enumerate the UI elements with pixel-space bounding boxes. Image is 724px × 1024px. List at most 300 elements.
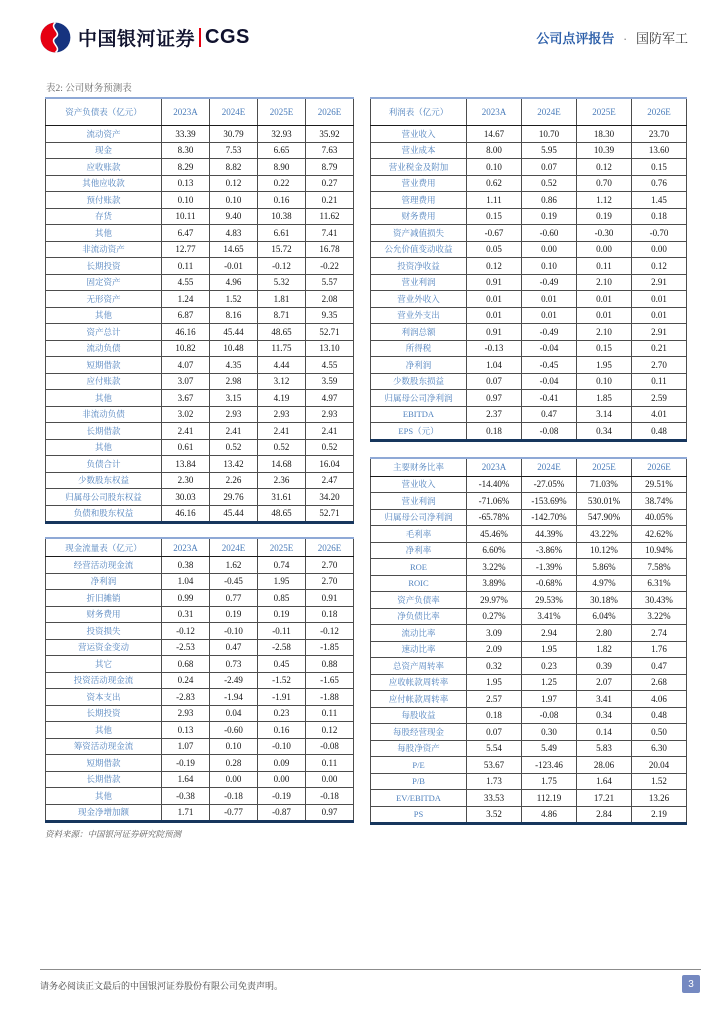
value-cell: 2.70 <box>306 573 354 590</box>
value-cell: 0.23 <box>258 705 306 722</box>
value-cell: -0.19 <box>162 755 210 772</box>
value-cell: 2.93 <box>258 406 306 423</box>
report-info <box>536 28 688 47</box>
value-cell: -0.38 <box>162 788 210 805</box>
table-row <box>46 472 354 489</box>
table-row <box>371 559 687 576</box>
value-cell: 0.39 <box>577 658 632 675</box>
value-cell: 4.01 <box>632 406 687 423</box>
value-cell: 10.94% <box>632 542 687 559</box>
table-row <box>46 175 354 192</box>
value-cell: 0.16 <box>258 722 306 739</box>
value-cell: 0.52 <box>306 439 354 456</box>
table-gap <box>370 442 686 457</box>
cash-flow-table <box>45 537 354 823</box>
row-label: 其他 <box>46 390 162 407</box>
value-cell: -2.49 <box>210 672 258 689</box>
value-cell: 7.53 <box>210 142 258 159</box>
value-cell: 45.44 <box>210 324 258 341</box>
value-cell: 2.07 <box>577 674 632 691</box>
value-cell: 0.00 <box>577 241 632 258</box>
value-cell: 0.47 <box>210 639 258 656</box>
value-cell: 48.65 <box>258 324 306 341</box>
table-row <box>46 307 354 324</box>
logo-text-en: CGS <box>205 26 250 48</box>
table-row <box>46 804 354 822</box>
footer-divider <box>40 969 701 970</box>
value-cell: 13.26 <box>632 790 687 807</box>
table-row <box>371 674 687 691</box>
row-label: 营业外收入 <box>371 291 467 308</box>
table-row <box>46 373 354 390</box>
row-label: 营业成本 <box>371 142 467 159</box>
value-cell: 40.05% <box>632 509 687 526</box>
table-row <box>371 175 687 192</box>
value-cell: 43.22% <box>577 526 632 543</box>
table-row <box>46 505 354 523</box>
column-header: 2024E <box>522 98 577 126</box>
value-cell: 18.30 <box>577 126 632 143</box>
value-cell: 0.12 <box>306 722 354 739</box>
table-row <box>371 291 687 308</box>
value-cell: 4.06 <box>632 691 687 708</box>
value-cell: 0.21 <box>306 192 354 209</box>
value-cell: 1.95 <box>258 573 306 590</box>
value-cell: 2.30 <box>162 472 210 489</box>
value-cell: 112.19 <box>522 790 577 807</box>
row-label: 所得税 <box>371 340 467 357</box>
value-cell: 0.04 <box>210 705 258 722</box>
value-cell: 5.95 <box>522 142 577 159</box>
table-row <box>46 590 354 607</box>
table-row <box>46 126 354 143</box>
value-cell: 52.71 <box>306 505 354 523</box>
value-cell: 3.12 <box>258 373 306 390</box>
income-statement-table <box>370 97 687 442</box>
value-cell: 1.24 <box>162 291 210 308</box>
value-cell: -3.86% <box>522 542 577 559</box>
value-cell: 0.52 <box>210 439 258 456</box>
value-cell: 0.18 <box>467 423 522 441</box>
value-cell: 42.62% <box>632 526 687 543</box>
value-cell: 0.12 <box>467 258 522 275</box>
column-header: 2024E <box>522 458 577 477</box>
galaxy-logo <box>40 22 250 53</box>
table-row <box>46 639 354 656</box>
value-cell: 1.04 <box>162 573 210 590</box>
table-row <box>46 406 354 423</box>
table-row <box>371 126 687 143</box>
value-cell: 29.53% <box>522 592 577 609</box>
row-label: 其他 <box>46 439 162 456</box>
value-cell: 4.55 <box>162 274 210 291</box>
value-cell: -65.78% <box>467 509 522 526</box>
row-label: 其他应收款 <box>46 175 162 192</box>
row-label: P/B <box>371 773 467 790</box>
table-row <box>46 573 354 590</box>
value-cell: 3.22% <box>632 608 687 625</box>
value-cell: 1.97 <box>522 691 577 708</box>
table-row <box>46 241 354 258</box>
value-cell: 6.87 <box>162 307 210 324</box>
column-header: 2026E <box>306 538 354 557</box>
row-label: 营运资金变动 <box>46 639 162 656</box>
value-cell: -0.77 <box>210 804 258 822</box>
value-cell: -0.41 <box>522 390 577 407</box>
value-cell: 2.41 <box>306 423 354 440</box>
value-cell: 2.59 <box>632 390 687 407</box>
left-table-column <box>45 97 353 840</box>
value-cell: 0.10 <box>577 373 632 390</box>
value-cell: 6.65 <box>258 142 306 159</box>
value-cell: 0.16 <box>258 192 306 209</box>
value-cell: 0.19 <box>258 606 306 623</box>
value-cell: 48.65 <box>258 505 306 523</box>
value-cell: 5.86% <box>577 559 632 576</box>
column-header: 2024E <box>210 538 258 557</box>
value-cell: 0.00 <box>210 771 258 788</box>
value-cell: 2.41 <box>210 423 258 440</box>
value-cell: 0.15 <box>577 340 632 357</box>
row-label: 非流动负债 <box>46 406 162 423</box>
table-row <box>371 608 687 625</box>
value-cell: -1.88 <box>306 689 354 706</box>
table-row <box>46 623 354 640</box>
value-cell: -0.13 <box>467 340 522 357</box>
row-label: 总资产周转率 <box>371 658 467 675</box>
value-cell: 13.60 <box>632 142 687 159</box>
value-cell: 0.13 <box>162 722 210 739</box>
value-cell: 0.45 <box>258 656 306 673</box>
row-label: 营业外支出 <box>371 307 467 324</box>
value-cell: 1.45 <box>632 192 687 209</box>
value-cell: 10.11 <box>162 208 210 225</box>
value-cell: 2.93 <box>162 705 210 722</box>
row-label: 资产减值损失 <box>371 225 467 242</box>
value-cell: 1.95 <box>577 357 632 374</box>
value-cell: 2.91 <box>632 274 687 291</box>
value-cell: 46.16 <box>162 505 210 523</box>
table-row <box>371 740 687 757</box>
row-label: 资本支出 <box>46 689 162 706</box>
value-cell: -0.22 <box>306 258 354 275</box>
row-label: EBITDA <box>371 406 467 423</box>
value-cell: 1.11 <box>467 192 522 209</box>
value-cell: 0.97 <box>306 804 354 822</box>
value-cell: -0.18 <box>306 788 354 805</box>
value-cell: 4.35 <box>210 357 258 374</box>
value-cell: 0.05 <box>467 241 522 258</box>
value-cell: 0.61 <box>162 439 210 456</box>
value-cell: 2.74 <box>632 625 687 642</box>
value-cell: 3.14 <box>577 406 632 423</box>
value-cell: 0.52 <box>258 439 306 456</box>
value-cell: 28.06 <box>577 757 632 774</box>
row-label: 财务费用 <box>371 208 467 225</box>
value-cell: 33.53 <box>467 790 522 807</box>
value-cell: -0.04 <box>522 373 577 390</box>
value-cell: 0.27% <box>467 608 522 625</box>
value-cell: 0.01 <box>467 291 522 308</box>
row-label: 净利润 <box>46 573 162 590</box>
value-cell: -0.08 <box>306 738 354 755</box>
value-cell: -2.83 <box>162 689 210 706</box>
value-cell: -0.60 <box>210 722 258 739</box>
value-cell: 3.59 <box>306 373 354 390</box>
value-cell: 15.72 <box>258 241 306 258</box>
row-label: PS <box>371 806 467 824</box>
value-cell: 5.54 <box>467 740 522 757</box>
value-cell: 0.30 <box>522 724 577 741</box>
value-cell: 2.10 <box>577 274 632 291</box>
value-cell: 0.01 <box>467 307 522 324</box>
value-cell: 2.47 <box>306 472 354 489</box>
row-label: 营业收入 <box>371 476 467 493</box>
value-cell: -153.69% <box>522 493 577 510</box>
row-label: 资产负债率 <box>371 592 467 609</box>
row-label: 应收账款 <box>46 159 162 176</box>
value-cell: -0.08 <box>522 707 577 724</box>
value-cell: -0.08 <box>522 423 577 441</box>
value-cell: 0.10 <box>522 258 577 275</box>
value-cell: 46.16 <box>162 324 210 341</box>
value-cell: -0.10 <box>210 623 258 640</box>
table-row <box>46 771 354 788</box>
value-cell: 2.94 <box>522 625 577 642</box>
value-cell: 11.62 <box>306 208 354 225</box>
table-row <box>371 757 687 774</box>
value-cell: 0.18 <box>632 208 687 225</box>
value-cell: -0.49 <box>522 274 577 291</box>
row-label: 其他 <box>46 307 162 324</box>
value-cell: 20.04 <box>632 757 687 774</box>
row-label: 投资损失 <box>46 623 162 640</box>
row-label: 流动资产 <box>46 126 162 143</box>
row-label: 存货 <box>46 208 162 225</box>
value-cell: 32.93 <box>258 126 306 143</box>
value-cell: -1.91 <box>258 689 306 706</box>
value-cell: 0.23 <box>522 658 577 675</box>
value-cell: 10.38 <box>258 208 306 225</box>
table-row <box>371 592 687 609</box>
table-row <box>46 656 354 673</box>
value-cell: -0.87 <box>258 804 306 822</box>
value-cell: 2.91 <box>632 324 687 341</box>
value-cell: -0.04 <box>522 340 577 357</box>
value-cell: 7.63 <box>306 142 354 159</box>
value-cell: 0.91 <box>467 324 522 341</box>
row-label: 短期借款 <box>46 755 162 772</box>
table-header-row <box>371 98 687 126</box>
row-label: 投资活动现金流 <box>46 672 162 689</box>
value-cell: -0.11 <box>258 623 306 640</box>
financial-ratios-table <box>370 457 687 826</box>
row-label: 应收帐款周转率 <box>371 674 467 691</box>
value-cell: 0.52 <box>522 175 577 192</box>
row-label: 其他 <box>46 788 162 805</box>
row-label: EPS（元） <box>371 423 467 441</box>
value-cell: -0.68% <box>522 575 577 592</box>
table-row <box>46 705 354 722</box>
value-cell: 33.39 <box>162 126 210 143</box>
row-label: 应付账款 <box>46 373 162 390</box>
value-cell: -2.58 <box>258 639 306 656</box>
table-row <box>371 208 687 225</box>
row-label: 营业利润 <box>371 493 467 510</box>
table-row <box>46 324 354 341</box>
value-cell: 9.35 <box>306 307 354 324</box>
row-label: 营业利润 <box>371 274 467 291</box>
value-cell: 1.07 <box>162 738 210 755</box>
value-cell: 0.11 <box>632 373 687 390</box>
value-cell: 1.04 <box>467 357 522 374</box>
value-cell: 0.10 <box>467 159 522 176</box>
table-row <box>46 208 354 225</box>
value-cell: 0.86 <box>522 192 577 209</box>
value-cell: 44.39% <box>522 526 577 543</box>
value-cell: 2.41 <box>258 423 306 440</box>
footer-disclaimer: 请务必阅读正文最后的中国银河证券股份有限公司免责声明。 <box>40 981 284 991</box>
table-row <box>371 423 687 441</box>
column-header: 2023A <box>162 538 210 557</box>
value-cell: 2.36 <box>258 472 306 489</box>
row-label: 每股收益 <box>371 707 467 724</box>
value-cell: 3.67 <box>162 390 210 407</box>
value-cell: 0.48 <box>632 707 687 724</box>
value-cell: 0.01 <box>577 307 632 324</box>
table-row <box>371 509 687 526</box>
value-cell: 0.12 <box>632 258 687 275</box>
value-cell: 0.11 <box>306 755 354 772</box>
value-cell: -2.53 <box>162 639 210 656</box>
value-cell: 10.82 <box>162 340 210 357</box>
value-cell: -14.40% <box>467 476 522 493</box>
value-cell: 11.75 <box>258 340 306 357</box>
value-cell: 16.04 <box>306 456 354 473</box>
table-row <box>371 390 687 407</box>
value-cell: -0.70 <box>632 225 687 242</box>
row-label: 现金 <box>46 142 162 159</box>
table-row <box>371 575 687 592</box>
value-cell: 2.70 <box>306 557 354 574</box>
value-cell: 2.08 <box>306 291 354 308</box>
value-cell: 1.75 <box>522 773 577 790</box>
value-cell: 4.19 <box>258 390 306 407</box>
value-cell: 2.68 <box>632 674 687 691</box>
value-cell: -0.12 <box>258 258 306 275</box>
table-row <box>46 439 354 456</box>
table-row <box>46 606 354 623</box>
value-cell: 0.10 <box>210 192 258 209</box>
column-header: 2026E <box>632 458 687 477</box>
row-label: 折旧摊销 <box>46 590 162 607</box>
value-cell: 13.42 <box>210 456 258 473</box>
value-cell: 0.27 <box>306 175 354 192</box>
value-cell: 8.71 <box>258 307 306 324</box>
table-row <box>371 542 687 559</box>
value-cell: 1.71 <box>162 804 210 822</box>
value-cell: 547.90% <box>577 509 632 526</box>
table-row <box>371 406 687 423</box>
value-cell: 7.58% <box>632 559 687 576</box>
value-cell: -1.65 <box>306 672 354 689</box>
value-cell: 2.09 <box>467 641 522 658</box>
table-title: 利润表（亿元） <box>371 98 467 126</box>
value-cell: 10.48 <box>210 340 258 357</box>
value-cell: 0.00 <box>522 241 577 258</box>
row-label: 现金净增加额 <box>46 804 162 822</box>
value-cell: -0.19 <box>258 788 306 805</box>
value-cell: 4.44 <box>258 357 306 374</box>
row-label: EV/EBITDA <box>371 790 467 807</box>
value-cell: 3.22% <box>467 559 522 576</box>
value-cell: 3.89% <box>467 575 522 592</box>
row-label: 其它 <box>46 656 162 673</box>
value-cell: 10.70 <box>522 126 577 143</box>
value-cell: 0.88 <box>306 656 354 673</box>
row-label: 其他 <box>46 722 162 739</box>
value-cell: -1.85 <box>306 639 354 656</box>
value-cell: 1.52 <box>210 291 258 308</box>
value-cell: 0.68 <box>162 656 210 673</box>
table-row <box>46 557 354 574</box>
value-cell: 0.10 <box>210 738 258 755</box>
value-cell: 4.97 <box>306 390 354 407</box>
table-row <box>371 691 687 708</box>
table-title: 现金流量表（亿元） <box>46 538 162 557</box>
table-row <box>371 324 687 341</box>
logo-divider-bar <box>199 28 201 47</box>
value-cell: 0.00 <box>258 771 306 788</box>
value-cell: 1.64 <box>577 773 632 790</box>
row-label: 净利润 <box>371 357 467 374</box>
value-cell: 2.93 <box>210 406 258 423</box>
value-cell: 1.25 <box>522 674 577 691</box>
value-cell: 8.00 <box>467 142 522 159</box>
column-header: 2025E <box>577 98 632 126</box>
row-label: 其他 <box>46 225 162 242</box>
value-cell: 6.30 <box>632 740 687 757</box>
table-row <box>46 390 354 407</box>
value-cell: 13.84 <box>162 456 210 473</box>
value-cell: 0.01 <box>522 307 577 324</box>
table-row <box>46 672 354 689</box>
table-row <box>371 641 687 658</box>
row-label: ROE <box>371 559 467 576</box>
value-cell: 2.70 <box>632 357 687 374</box>
value-cell: 8.30 <box>162 142 210 159</box>
table-caption: 表2: 公司财务预测表 <box>46 84 132 94</box>
value-cell: -0.49 <box>522 324 577 341</box>
page-header <box>40 22 688 53</box>
table-row <box>371 790 687 807</box>
value-cell: -0.45 <box>522 357 577 374</box>
value-cell: 5.32 <box>258 274 306 291</box>
value-cell: 31.61 <box>258 489 306 506</box>
column-header: 2023A <box>467 98 522 126</box>
column-header: 2025E <box>577 458 632 477</box>
value-cell: 3.07 <box>162 373 210 390</box>
value-cell: 8.16 <box>210 307 258 324</box>
value-cell: 9.40 <box>210 208 258 225</box>
value-cell: -71.06% <box>467 493 522 510</box>
row-label: 筹资活动现金流 <box>46 738 162 755</box>
row-label: 营业税金及附加 <box>371 159 467 176</box>
table-row <box>46 274 354 291</box>
value-cell: 1.73 <box>467 773 522 790</box>
value-cell: 0.34 <box>577 423 632 441</box>
table-row <box>371 707 687 724</box>
